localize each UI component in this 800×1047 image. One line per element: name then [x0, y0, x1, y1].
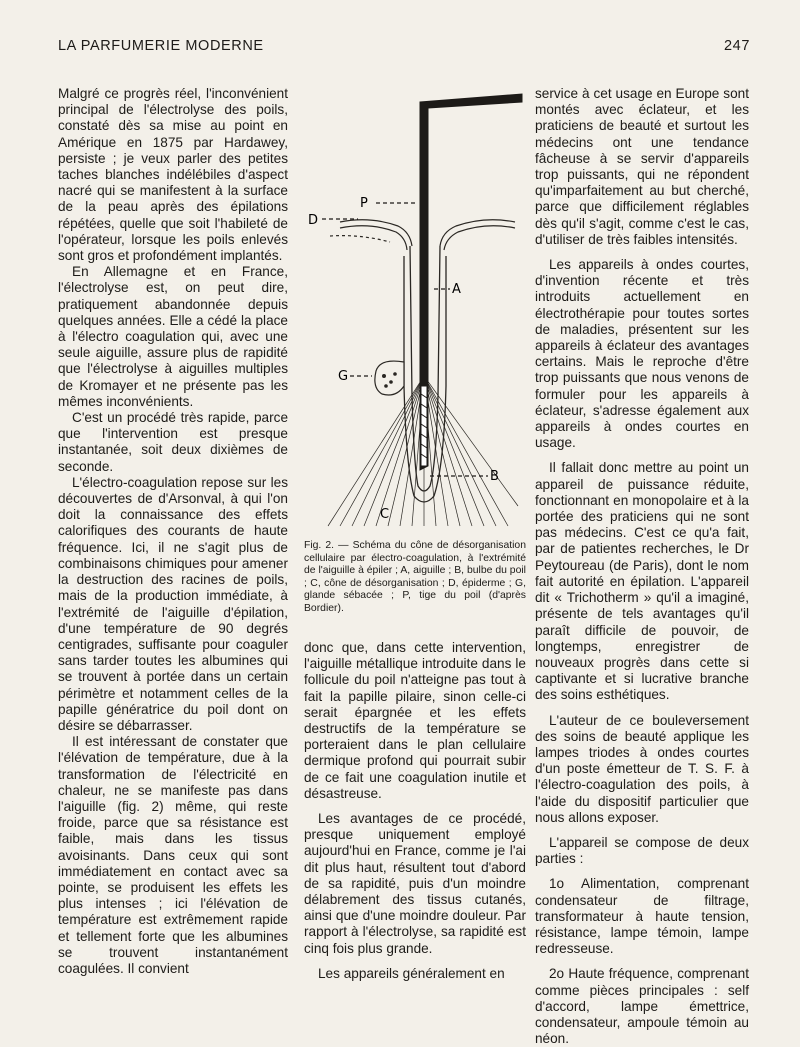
page-number: 247: [724, 38, 750, 54]
paragraph: L'appareil se compose de deux parties :: [535, 834, 749, 867]
paragraph: service à cet usage en Europe sont montés avec éclateur, et les praticiens de beauté et surtout les médecins ont une tendance fâcheuse à se servir d'appareils trop puissants, qui ne répondent qu'imparfaitement au but cherché, parce que difficilement réglables dès qu'il s'agit, comme c'est le cas, d'utiliser de très faibles intensités.: [535, 86, 749, 247]
paragraph: Malgré ce progrès réel, l'inconvénient principal de l'électrolyse des poils, constaté dès sa mise au point en Amérique en 1875 par Hardawey, persiste ; je veux parler des petites taches blanches indélébiles d'aspect nacré qui se manifestent à la surface de la peau après des épilations répétées, quelle que soit l'habileté de l'opérateur, lorsque les poils enlevés sont gros et profondément implantés.: [58, 86, 288, 264]
paragraph: C'est un procédé très rapide, parce que l'intervention est presque instantanée, soit deux dixièmes de seconde.: [58, 410, 288, 474]
paragraph: Il est intéressant de constater que l'élévation de température, due à la transformation de l'électricité en chaleur, ne se manifeste pas dans l'aiguille (fig. 2) même, qui reste froide, parce que sa résistance est faible, mais dans les tissus avoisinants. Dans ceux qui sont immédiatement en contact avec sa pointe, se produisent les effets les plus intenses ; ici l'élévation de température est extrêmement rapide et tellement forte que les albumines se trouvent instantanément coagulées. Il convient: [58, 734, 288, 976]
paragraph: Les appareils généralement en: [318, 965, 505, 981]
label-c: C: [380, 507, 390, 522]
paragraph: donc que, dans cette intervention, l'aiguille métallique introduite dans le follicule du poil n'atteigne pas tout à fait la papille pilaire, sinon celle-ci serait épargnée et les effets destructifs de la température se porteraient dans le plan cellulaire dermique profond qui pourrait subir de ce fait une coagulation inutile et désastreuse.: [304, 640, 526, 801]
caption-text: Fig. 2. — Schéma du cône de désorganisation cellulaire par électro-coagulation, à l'extrémité de l'aiguille à épiler ; A, aiguille ; B, bulbe du poil ; C, cône de désorganisation ; D, épiderme ; G, glande sébacée ; P, tige du poil (d'après Bordier).: [304, 540, 526, 614]
paragraph: Les appareils à ondes courtes, d'invention récente et très introduits actuellement en électrothérapie pour toutes sortes de maladies, présentent sur les appareils à éclateur des avantages certains. Mais le reproche d'être trop puissants que nous venons de formuler pour les appareils à éclateur, s'adresse également aux appareils à ondes courtes en usage.: [535, 257, 749, 451]
label-d: D: [308, 213, 319, 228]
figure-caption: [304, 540, 526, 616]
paragraph: 2o Haute fréquence, comprenant comme pièces principales : self d'accord, lampe émettrice, condensateur, ampoule témoin au néon.: [535, 966, 749, 1047]
paragraph: L'auteur de ce bouleversement des soins de beauté applique les lampes triodes à ondes courtes d'un poste émetteur de T. S. F. à l'électro-coagulation des poils, à l'aide du dispositif particulier que nous allons exposer.: [535, 712, 749, 825]
column-2: [304, 640, 526, 982]
page-header: [58, 38, 750, 54]
column-1: [58, 86, 288, 977]
paragraph: 1o Alimentation, comprenant condensateur de filtrage, transformateur à haute tension, résistance, lampe témoin, lampe redresseuse.: [535, 876, 749, 957]
paragraph: En Allemagne et en France, l'électrolyse est, on peut dire, pratiquement abandonnée depuis quelques années. Elle a cédé la place à l'électro coagulation qui, avec une seule aiguille, assure plus de rapidité que l'électrolyse à aiguilles multiples de Kromayer et ne présente pas les mêmes inconvénients.: [58, 264, 288, 409]
label-g: G: [338, 369, 349, 384]
paragraph: L'électro-coagulation repose sur les découvertes de d'Arsonval, à qui l'on doit la connaissance des effets calorifiques des courants de haute fréquence. Ici, il ne s'agit plus de combinaisons chimiques pour amener la destruction des racines de poils, mais de la production immédiate, à l'extrémité de l'aiguille d'épilation, d'une température de 90 degrés centigrades, suffisante pour coaguler sans tarder toutes les albumines qui se trouvent à portée dans un certain périmètre et notamment celles de la papille génératrice du poil dont on désire se débarrasser.: [58, 474, 288, 733]
sebaceous-gland: [375, 361, 404, 395]
column-3: [535, 86, 749, 1047]
figure-hair-follicle-diagram: [300, 86, 530, 536]
needle: [420, 94, 522, 470]
paragraph: Il fallait donc mettre au point un appareil de puissance réduite, fonctionnant en monopolaire et à la portée des praticiens qui ne sont pas médecins. C'est ce qu'a fait, par de patientes recherches, le Dr Peytoureau (de Paris), dont le nom fait autorité en épilation. L'appareil dit « Trichotherm » qu'il a imaginé, présente de tels avantages qu'il paraît difficile de pouvoir, de longtemps, enregistrer de nouveaux progrès dans cette si captivante et si lucrative branche des soins esthétiques.: [535, 460, 749, 703]
label-b: B: [490, 469, 499, 484]
label-p: P: [360, 196, 368, 211]
label-a: A: [452, 282, 461, 297]
running-title: LA PARFUMERIE MODERNE: [58, 38, 264, 54]
paragraph: Les avantages de ce procédé, presque uniquement employé aujourd'hui en France, comme je l'ai dit plus haut, résultent tout d'abord de sa rapidité, puis d'un moindre délabrement des tissus cutanés, ainsi que d'une moindre douleur. Par rapport à l'électrolyse, sa rapidité est cinq fois plus grande.: [304, 811, 526, 956]
